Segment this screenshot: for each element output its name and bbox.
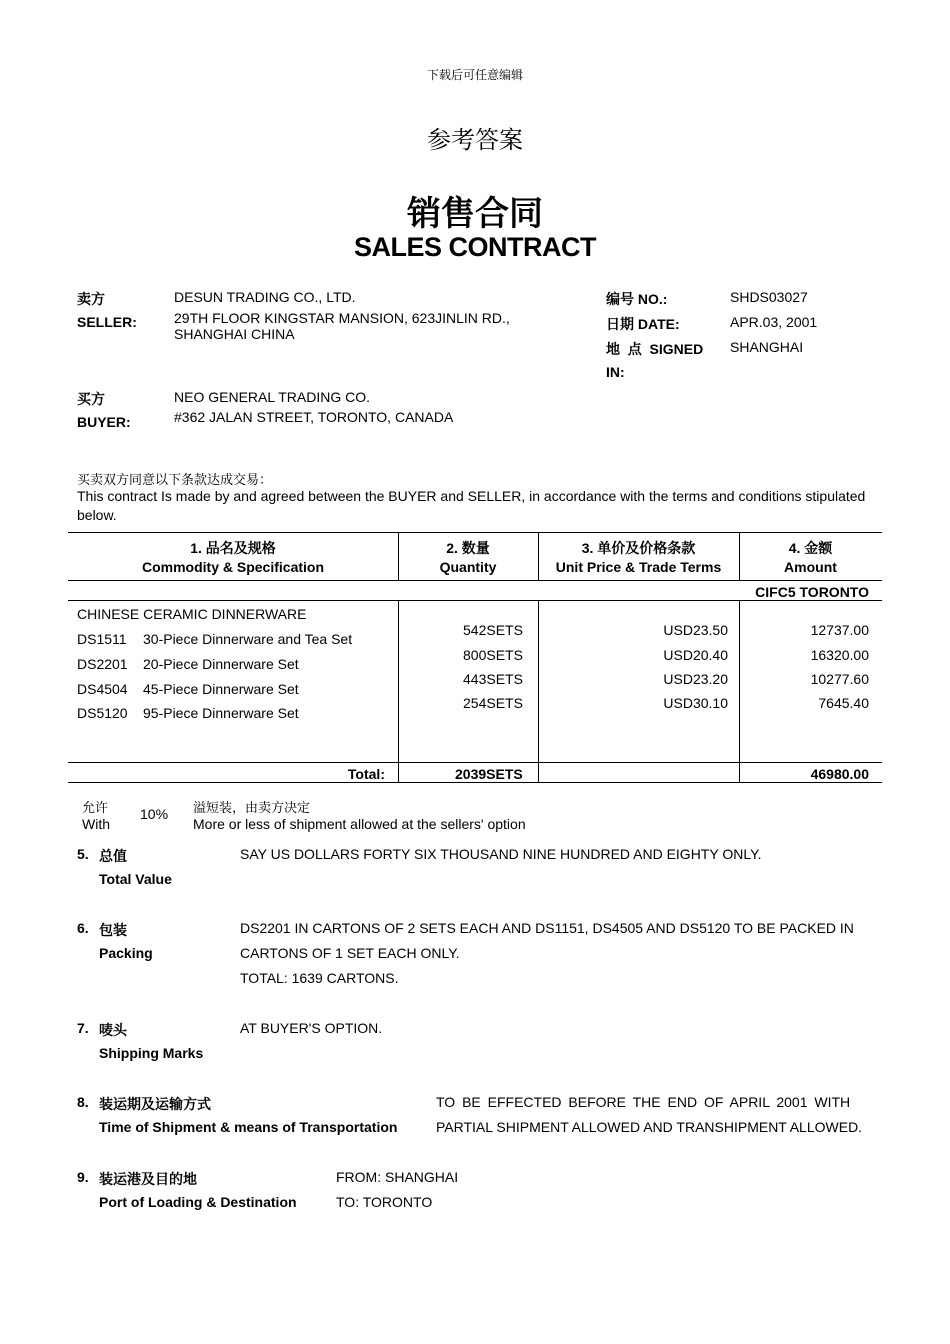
item-code: DS4504 — [77, 681, 128, 697]
signed-in-label-2: IN: — [606, 364, 625, 380]
item-amount: 12737.00 — [810, 622, 869, 638]
seller-address-2: SHANGHAI CHINA — [174, 326, 295, 342]
item-unit-price: USD20.40 — [663, 647, 728, 663]
signed-in-label: 地 点 SIGNED — [606, 341, 704, 357]
item-description: 45-Piece Dinnerware Set — [143, 681, 299, 697]
clause-9-title-cn: 装运港及目的地 — [99, 1171, 197, 1187]
shipment-time-line-2: PARTIAL SHIPMENT ALLOWED AND TRANSHIPMENT ALLOWED. — [436, 1119, 863, 1135]
item-description: 95-Piece Dinnerware Set — [143, 705, 299, 721]
clause-number: 5. — [77, 846, 89, 862]
item-amount: 7645.40 — [818, 695, 869, 711]
header-unit-price-en: Unit Price & Trade Terms — [555, 559, 722, 575]
total-label: Total: — [347, 766, 385, 782]
header-commodity — [68, 539, 398, 577]
clause-6-title-cn: 包装 — [99, 922, 127, 938]
clause-7-title-en: Shipping Marks — [99, 1045, 204, 1061]
item-code: DS1511 — [77, 631, 127, 647]
clause-number: 9. — [77, 1169, 89, 1185]
seller-label-en: SELLER: — [77, 314, 137, 330]
buyer-name: NEO GENERAL TRADING CO. — [174, 389, 371, 405]
contract-no-label: 编号 NO.: — [606, 291, 668, 307]
clause-9-title-en: Port of Loading & Destination — [99, 1194, 297, 1210]
item-unit-price: USD30.10 — [663, 695, 728, 711]
allowance-label-cn: 允许 — [82, 801, 109, 816]
item-code: DS2201 — [77, 656, 128, 672]
clause-8-title-en: Time of Shipment & means of Transportation — [99, 1119, 398, 1135]
buyer-label-en: BUYER: — [77, 414, 131, 430]
date-value: APR.03, 2001 — [730, 314, 818, 330]
item-description: 20-Piece Dinnerware Set — [143, 656, 299, 672]
clause-8-title-cn: 装运期及运输方式 — [99, 1096, 211, 1112]
item-quantity: 443SETS — [463, 671, 523, 687]
item-quantity: 800SETS — [463, 647, 523, 663]
header-unit-price — [538, 539, 739, 577]
clause-5-title-cn: 总值 — [99, 848, 127, 864]
port-of-destination: TO: TORONTO — [336, 1194, 433, 1210]
clause-7-title-cn: 唛头 — [99, 1022, 127, 1038]
header-commodity-en: Commodity & Specification — [141, 559, 325, 575]
total-quantity: 2039SETS — [455, 766, 523, 782]
trade-term: CIFC5 TORONTO — [755, 584, 869, 600]
agreement-en: This contract Is made by and agreed between the BUYER and SELLER, in accordance with the terms and conditions stipulated below. — [77, 488, 866, 523]
signed-in-value: SHANGHAI — [730, 339, 804, 355]
seller-label-cn: 卖方 — [77, 291, 105, 307]
item-amount: 16320.00 — [810, 647, 869, 663]
seller-address-1: 29TH FLOOR KINGSTAR MANSION, 623JINLIN RD., — [174, 310, 510, 326]
seller-name: DESUN TRADING CO., LTD. — [174, 289, 356, 305]
packing-line-2: CARTONS OF 1 SET EACH ONLY. — [240, 945, 460, 961]
clause-6-title-en: Packing — [99, 945, 153, 961]
allowance-label-en: With — [82, 816, 110, 832]
item-description: 30-Piece Dinnerware and Tea Set — [143, 631, 353, 647]
total-amount: 46980.00 — [810, 766, 869, 782]
allowance-text-en: More or less of shipment allowed at the sellers' option — [193, 816, 526, 832]
clause-5-title-en: Total Value — [99, 871, 172, 887]
header-note: 下载后可任意编辑 — [426, 68, 523, 82]
date-label: 日期 DATE: — [606, 316, 680, 332]
header-amount — [739, 539, 882, 577]
clause-number: 6. — [77, 920, 89, 936]
buyer-label-cn: 买方 — [77, 391, 105, 407]
item-quantity: 254SETS — [463, 695, 523, 711]
header-amount-cn: 4. 金额 — [788, 540, 833, 556]
allowance-text-cn: 溢短装，由卖方决定 — [193, 801, 311, 816]
title-chinese: 销售合同 — [407, 195, 543, 233]
item-amount: 10277.60 — [810, 671, 869, 687]
shipping-marks-text: AT BUYER'S OPTION. — [240, 1020, 383, 1036]
item-code: DS5120 — [77, 705, 128, 721]
title-english: SALES CONTRACT — [354, 232, 596, 262]
item-unit-price: USD23.20 — [663, 671, 728, 687]
header-quantity — [398, 539, 538, 577]
commodity-title: CHINESE CERAMIC DINNERWARE — [77, 606, 307, 622]
goods-table — [68, 532, 882, 783]
allowance-percent: 10% — [140, 806, 169, 822]
item-unit-price: USD23.50 — [663, 622, 728, 638]
header-amount-en: Amount — [784, 559, 837, 575]
reference-label: 参考答案 — [427, 126, 523, 154]
total-value-text: SAY US DOLLARS FORTY SIX THOUSAND NINE HUNDRED AND EIGHTY ONLY. — [240, 846, 762, 862]
port-of-loading: FROM: SHANGHAI — [336, 1169, 459, 1185]
packing-line-3: TOTAL: 1639 CARTONS. — [240, 970, 399, 986]
contract-no-value: SHDS03027 — [730, 289, 808, 305]
shipment-time-line-1: TO BE EFFECTED BEFORE THE END OF APRIL 2001 WITH — [436, 1094, 851, 1110]
header-commodity-cn: 1. 品名及规格 — [190, 540, 276, 556]
header-quantity-cn: 2. 数量 — [446, 540, 490, 556]
item-quantity: 542SETS — [463, 622, 523, 638]
header-unit-price-cn: 3. 单价及价格条款 — [581, 540, 696, 556]
clause-number: 7. — [77, 1020, 89, 1036]
clause-number: 8. — [77, 1094, 89, 1110]
agreement-cn: 买卖双方同意以下条款达成交易： — [77, 473, 273, 488]
buyer-address: #362 JALAN STREET, TORONTO, CANADA — [174, 409, 454, 425]
header-quantity-en: Quantity — [439, 559, 497, 575]
packing-line-1: DS2201 IN CARTONS OF 2 SETS EACH AND DS1151, DS4505 AND DS5120 TO BE PACKED IN — [240, 920, 854, 936]
